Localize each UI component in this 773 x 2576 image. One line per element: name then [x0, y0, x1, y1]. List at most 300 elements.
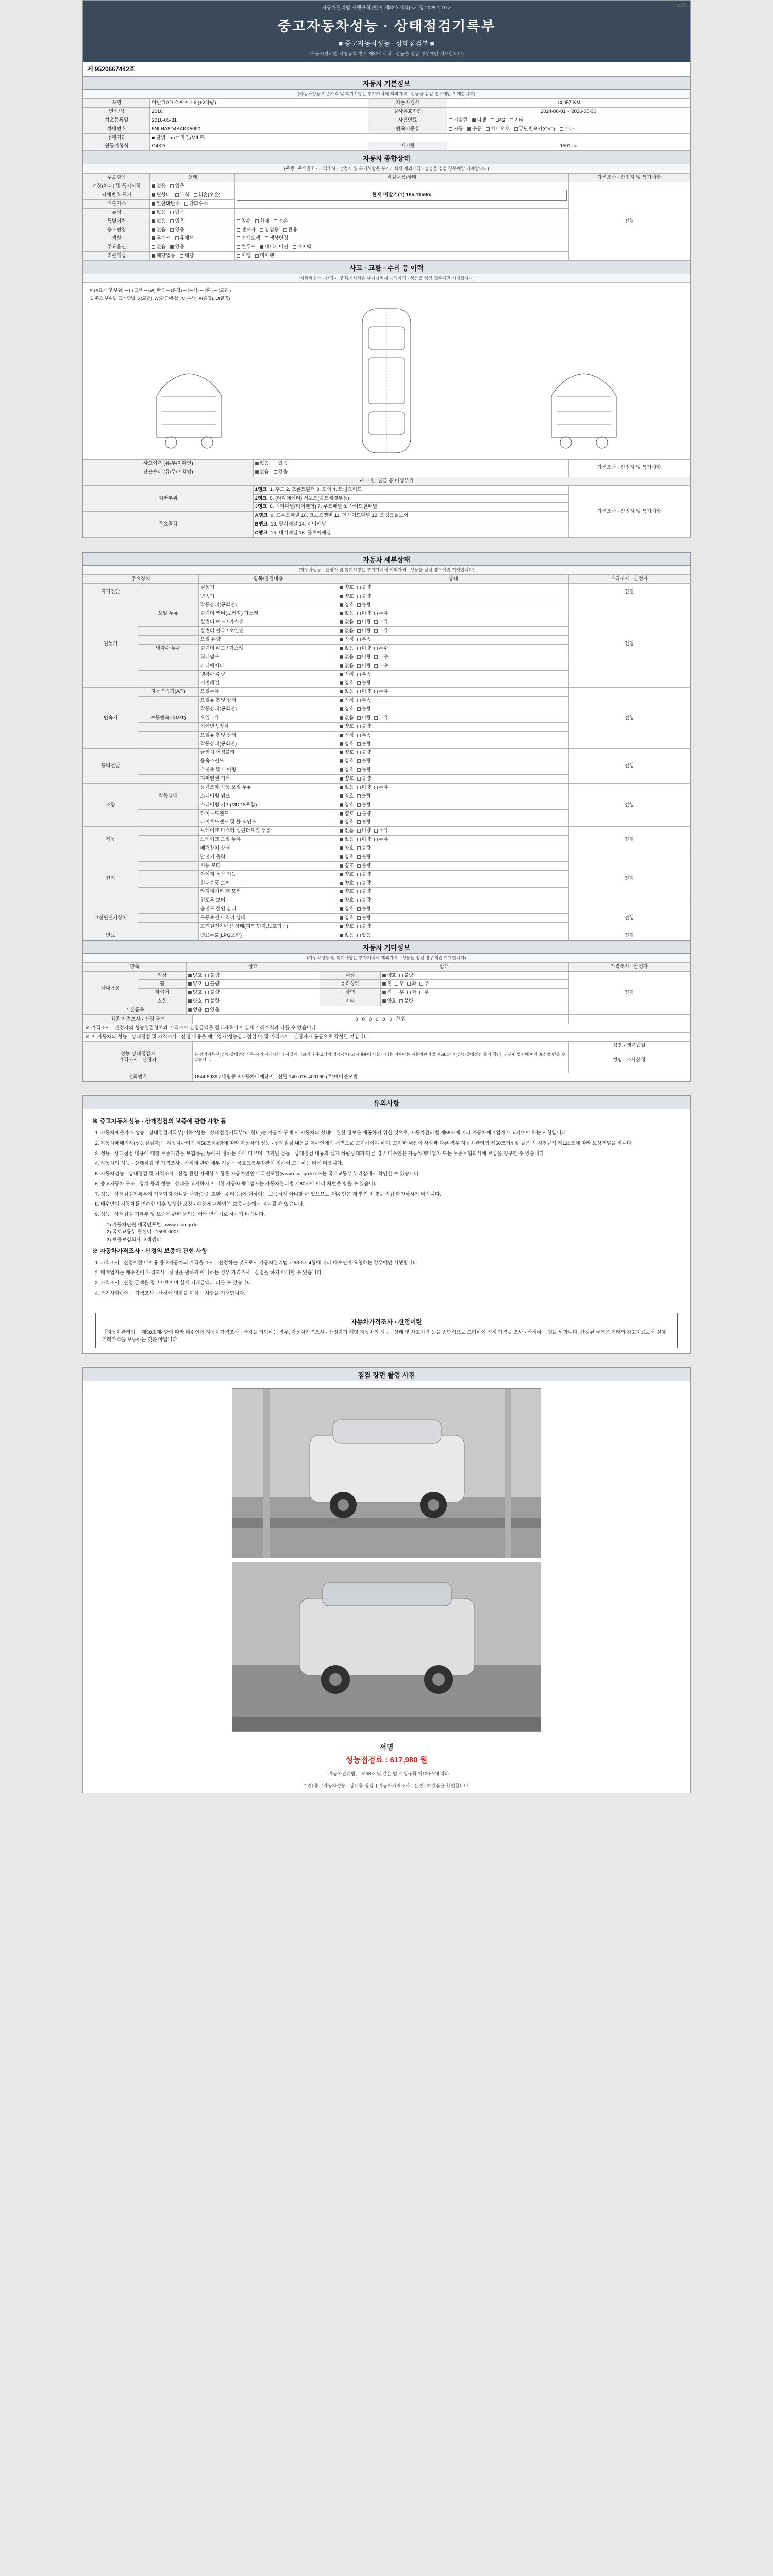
- checkbox-d3-1-0[interactable]: 양호: [340, 758, 354, 765]
- checkbox-d2-1-0[interactable]: 적정: [340, 698, 354, 704]
- detail-group-4: 조향: [83, 783, 138, 826]
- checkbox-d2-1-1[interactable]: 부족: [357, 698, 371, 704]
- value-simple-repair: [253, 468, 568, 477]
- checkbox-d6-5-1[interactable]: 불량: [357, 897, 371, 904]
- checkbox-ov8-0[interactable]: 해당없음: [152, 253, 175, 259]
- detail-item-1-3: 실린더 블록 / 오일팬: [198, 627, 338, 636]
- detail-state-4-1: [338, 792, 568, 801]
- etc-item2-1: 유리상태: [320, 980, 381, 989]
- checkbox-d1-2-0[interactable]: 없음: [340, 619, 354, 625]
- table-row: [83, 107, 690, 116]
- checkbox-d6-3-0[interactable]: 양호: [340, 880, 354, 887]
- checkbox-d5-0-1[interactable]: 미량: [357, 828, 371, 834]
- checkbox-d7-1-1[interactable]: 불량: [357, 915, 371, 921]
- checkbox-d8-0-0[interactable]: 없음: [340, 933, 354, 939]
- checkbox-d2-2-1[interactable]: 불량: [357, 706, 371, 713]
- label-fuel: 사용연료: [368, 116, 447, 125]
- section-etc-title: 자동차 기타정보: [83, 940, 690, 954]
- notice-item-5: 6. 중고자동차 구조 · 장치 등의 성능 · 상태를 고지하지 아니한 자동차매매업자는 자동차관리법 제80조에 따라 처벌을 받을 수 있습니다.: [100, 1181, 681, 1189]
- checkbox-d3-0-0[interactable]: 양호: [340, 750, 354, 756]
- checkbox-acc1-1[interactable]: 있음: [274, 469, 288, 476]
- detail-item-1-1: 실린더 커버(로커암) 가스켓: [198, 609, 338, 618]
- table-row: [83, 601, 690, 609]
- checkbox-d5-1-1[interactable]: 미량: [357, 837, 371, 843]
- checkbox-trans-2[interactable]: 세미오토: [486, 126, 510, 132]
- checkbox-d1-7-0[interactable]: 없음: [340, 663, 354, 669]
- checkbox-fuel-3[interactable]: 기타: [510, 117, 524, 124]
- checkbox-d5-2-1[interactable]: 불량: [357, 845, 371, 852]
- detail-remark-4: 전행: [568, 783, 690, 826]
- checkbox-e1-0[interactable]: 양호: [188, 981, 202, 987]
- checkbox-ov0-1[interactable]: 있음: [170, 183, 184, 190]
- detail-sub-1-8: [138, 670, 198, 679]
- footer-note-2: [1인] 중고자동차성능 · 상태를 점검, [ 자동차가격조사 · 산정 ] 하였음을 확인합니다.: [303, 1783, 470, 1788]
- detail-sub-8-0: [138, 931, 198, 940]
- diagram-legend-2: ※ 주요 부위별 표기방법: X(교환), W(판금/용접), C(부식), A(흠집), U(굴곡): [89, 296, 230, 301]
- notice-subitem-2: 3) 보증보험회사 고객센터: [107, 1237, 161, 1243]
- checkbox-d1-8-1[interactable]: 부족: [357, 672, 371, 678]
- detail-sub-3-3: [138, 775, 198, 784]
- checkbox-d1-4-0[interactable]: 적정: [340, 637, 354, 643]
- detail-remark-7: 전행: [568, 905, 690, 931]
- detail-remark-0: 전행: [568, 583, 690, 601]
- checkbox-d4-0-1[interactable]: 미량: [357, 785, 371, 791]
- section-accident-title: 사고 · 교환 · 수리 등 이력: [83, 261, 690, 274]
- detail-item-6-5: 윈도우 모터: [198, 896, 338, 905]
- row-label-2: 배출가스: [83, 199, 150, 208]
- checkbox-ov8-1[interactable]: 해당: [180, 253, 194, 259]
- detail-sub-1-7: [138, 662, 198, 670]
- detail-sub-0-1: [138, 592, 198, 601]
- label-inspection: 자동차검사: [368, 99, 447, 108]
- checkbox-ov4-0[interactable]: 없음: [152, 218, 165, 225]
- checkbox-ov7-1[interactable]: 있음: [170, 244, 184, 250]
- detail-state-1-8: [338, 670, 568, 679]
- checkbox-ov4s-1[interactable]: 화재: [255, 218, 269, 225]
- checkbox-d6-2-1[interactable]: 불량: [357, 872, 371, 878]
- detail-sub-6-4: [138, 888, 198, 896]
- checkbox-fuel-1[interactable]: 디젤: [472, 117, 486, 124]
- checkbox-d1-8-0[interactable]: 적정: [340, 672, 354, 678]
- detail-state-2-2: [338, 705, 568, 714]
- row-detail-8: [235, 252, 568, 261]
- row-label-5: 용도변경: [83, 226, 150, 234]
- etc-table: [83, 962, 690, 1015]
- label-inspector: 성능·상태점검자 가격조사 · 산정자: [83, 1041, 193, 1073]
- checkbox-d6-3-1[interactable]: 불량: [357, 880, 371, 887]
- table-row: [83, 783, 690, 792]
- label-year: 연식/식: [83, 107, 150, 116]
- checkbox-e22-2[interactable]: 좌: [407, 990, 416, 996]
- diagram-views: [88, 303, 685, 458]
- footer-note-1: 「자동차관리법」 제58조 및 같은 법 시행규칙 제120조에 따라: [324, 1771, 449, 1776]
- label-mileage: 주행거리: [83, 133, 150, 142]
- row-detail-3: [235, 208, 568, 217]
- etc-state-0: [187, 971, 320, 980]
- detail-state-8-0: [338, 931, 568, 940]
- checkbox-ov2-0[interactable]: 일산화탄소: [152, 201, 180, 207]
- value-inspector-box: 본 점검기록부(성능·상태점검기록부)의 기재사항이 사실과 다르거나 주요장치 성능·상태 고지내용이 사실과 다른 경우에는 자동차관리법 제58조의4(성능·상태점검 등의 책임) 및 관련 법령에 따라 보상을 받을 수 있습니다.: [192, 1041, 568, 1073]
- detail-sub-3-0: [138, 749, 198, 757]
- row-state-0: [150, 182, 235, 191]
- checkbox-e3-0[interactable]: 양호: [188, 998, 202, 1005]
- checkbox-ov1-0[interactable]: 원상태: [152, 192, 171, 198]
- detail-item-2-1: 오일유량 및 상태: [198, 697, 338, 705]
- detail-item-8-0: 연료누출(LPG포함): [198, 931, 338, 940]
- checkbox-d3-3-1[interactable]: 불량: [357, 776, 371, 782]
- detail-state-3-1: [338, 757, 568, 766]
- checkbox-d2-4-0[interactable]: 양호: [340, 724, 354, 730]
- checkbox-d1-3-2[interactable]: 누유: [374, 628, 388, 634]
- checkbox-d2-6-1[interactable]: 불량: [357, 741, 371, 748]
- checkbox-e21-2[interactable]: 좌: [407, 981, 416, 987]
- checkbox-d6-0-0[interactable]: 양호: [340, 854, 354, 860]
- detail-state-2-4: [338, 722, 568, 731]
- detail-state-1-7: [338, 662, 568, 670]
- detail-group-8: 연료: [83, 931, 138, 940]
- notice-item-1: 2. 자동차매매업자(성능점검자)는 자동차관리법 제58조제4항에 따라 자동차의 성능 · 상태점검 내용을 매수인에게 서면으로 고지하여야 하며, 고지한 내용이 사실과 다른 경우 자동차관리법 제58조의4 및 같은 법 시행규칙 제120조에 따라 보상책임을 집니다.: [100, 1140, 681, 1148]
- checkbox-d2-6-0[interactable]: 양호: [340, 741, 354, 748]
- etc-item2-3: 기타: [320, 997, 381, 1006]
- row-label-3: 튜닝: [83, 208, 150, 217]
- checkbox-d8-0-1[interactable]: 있음: [357, 933, 371, 939]
- checkbox-ov5-1[interactable]: 있음: [170, 227, 184, 233]
- checkbox-trans-1[interactable]: 수동: [467, 126, 481, 132]
- parts-header: ※ 교환, 판금 등 이상부위: [83, 477, 690, 485]
- overall-table: [83, 173, 690, 261]
- checkbox-d0-0-1[interactable]: 불량: [357, 585, 371, 591]
- detail-item-2-4: 기어변속장치: [198, 722, 338, 731]
- etc-state2-0: [380, 971, 568, 980]
- checkbox-d7-2-0[interactable]: 양호: [340, 924, 354, 930]
- checkbox-d7-0-1[interactable]: 불량: [357, 906, 371, 912]
- checkbox-d4-2-0[interactable]: 양호: [340, 802, 354, 808]
- label-carname: 차명: [83, 99, 150, 108]
- title-block: [83, 13, 690, 62]
- checkbox-trans-0[interactable]: 자동: [449, 126, 463, 132]
- detail-state-table: [83, 574, 690, 940]
- checkbox-ov6-0[interactable]: 무채색: [152, 235, 171, 242]
- detail-sub-1-2: [138, 618, 198, 627]
- checkbox-d1-7-1[interactable]: 미량: [357, 663, 371, 669]
- checkbox-e21-3[interactable]: 우: [419, 981, 429, 987]
- inspection-photo-1: [232, 1388, 541, 1558]
- detail-sub-5-2: [138, 844, 198, 853]
- checkbox-ov7s-1[interactable]: 내비게이션: [260, 244, 288, 250]
- checkbox-e2-0[interactable]: 양호: [188, 990, 202, 996]
- detail-item-5-2: 배력장치 상태: [198, 844, 338, 853]
- checkbox-e22-1[interactable]: 후: [395, 990, 404, 996]
- checkbox-d1-6-2[interactable]: 누수: [374, 654, 388, 660]
- checkbox-e2-1[interactable]: 불량: [205, 990, 219, 996]
- detail-state-4-0: [338, 783, 568, 792]
- detail-state-2-5: [338, 731, 568, 740]
- checkbox-acc1-0[interactable]: 없음: [255, 469, 269, 476]
- checkbox-d3-2-0[interactable]: 양호: [340, 767, 354, 773]
- detail-state-3-2: [338, 766, 568, 775]
- checkbox-d1-0-0[interactable]: 양호: [340, 602, 354, 608]
- section-basic-title: 자동차 기본정보: [83, 76, 690, 90]
- checkbox-e21-1[interactable]: 후: [395, 981, 404, 987]
- value-engine: G4KD: [150, 142, 368, 151]
- checkbox-base-1[interactable]: 있음: [205, 1007, 219, 1013]
- checkbox-ov7-0[interactable]: 없음: [152, 244, 165, 250]
- checkbox-d1-4-1[interactable]: 부족: [357, 637, 371, 643]
- detail-item-1-2: 실린더 헤드 / 가스켓: [198, 618, 338, 627]
- row-label-6: 색상: [83, 234, 150, 243]
- row-label-7: 주요옵션: [83, 243, 150, 252]
- checkbox-ov1-1[interactable]: 부식: [175, 192, 189, 198]
- label-engine: 원동기형식: [83, 142, 150, 151]
- checkbox-d6-2-0[interactable]: 양호: [340, 872, 354, 878]
- detail-item-6-4: 라디에이터 팬 모터: [198, 888, 338, 896]
- checkbox-fuel-0[interactable]: 가솔린: [449, 117, 468, 124]
- checkbox-e23-0[interactable]: 양호: [382, 998, 396, 1005]
- checkbox-trans-4[interactable]: 기타: [560, 126, 574, 132]
- checkbox-ov7s-2[interactable]: 에어백: [293, 244, 312, 250]
- checkbox-d7-0-0[interactable]: 양호: [340, 906, 354, 912]
- checkbox-d0-1-1[interactable]: 불량: [357, 594, 371, 600]
- checkbox-d4-4-0[interactable]: 양호: [340, 819, 354, 825]
- checkbox-ov8s-1[interactable]: 미이행: [255, 253, 274, 259]
- detail-item-4-3: 타이로드엔드: [198, 809, 338, 818]
- checkbox-d0-1-0[interactable]: 양호: [340, 594, 354, 600]
- checkbox-d2-2-0[interactable]: 양호: [340, 706, 354, 713]
- car-damage-diagram: [83, 283, 690, 459]
- checkbox-ov6-1[interactable]: 유채색: [175, 235, 194, 242]
- checkbox-ov5-0[interactable]: 없음: [152, 227, 165, 233]
- label-final-price: 최종 가격조사 · 산정 금액: [83, 1015, 193, 1024]
- checkbox-d1-5-2[interactable]: 누수: [374, 646, 388, 652]
- checkbox-e20-1[interactable]: 불량: [399, 973, 413, 979]
- detail-state-7-2: [338, 922, 568, 931]
- etc-col-state: 상태: [187, 962, 320, 971]
- detail-sub-5-1: [138, 836, 198, 844]
- checkbox-d3-3-0[interactable]: 양호: [340, 776, 354, 782]
- checkbox-d4-0-2[interactable]: 누유: [374, 785, 388, 791]
- checkbox-d6-0-1[interactable]: 불량: [357, 854, 371, 860]
- checkbox-acc0-0[interactable]: 없음: [255, 461, 269, 467]
- checkbox-d4-0-0[interactable]: 없음: [340, 785, 354, 791]
- checkbox-d6-1-1[interactable]: 불량: [357, 863, 371, 869]
- checkbox-d4-1-1[interactable]: 불량: [357, 793, 371, 800]
- basic-info-table: [83, 98, 690, 151]
- detail-item-1-9: 커먼레일: [198, 679, 338, 688]
- checkbox-ov6s-0[interactable]: 전체도색: [237, 235, 260, 242]
- checkbox-d1-7-2[interactable]: 누수: [374, 663, 388, 669]
- detail-item-6-2: 와이퍼 동작 기능: [198, 870, 338, 879]
- detail-sub-1-3: [138, 627, 198, 636]
- etc-item2-0: 내장: [320, 971, 381, 980]
- checkbox-d1-5-0[interactable]: 없음: [340, 646, 354, 652]
- table-row: [83, 116, 690, 125]
- notice2-item-3: 4. 특기사항란에는 가격조사 · 산정에 영향을 미치는 사항을 기재합니다.: [100, 1290, 681, 1298]
- notice-item-3: 4. 자동차의 성능 · 상태점검 및 가격조사 · 산정에 관한 세부 기준은 국토교통부장관이 정하여 고시하는 바에 따릅니다.: [100, 1160, 681, 1168]
- checkbox-d2-4-1[interactable]: 불량: [357, 724, 371, 730]
- detail-group-2: 변속기: [83, 688, 138, 749]
- checkbox-d1-6-0[interactable]: 없음: [340, 654, 354, 660]
- checkbox-ov6s-1[interactable]: 색상변경: [265, 235, 289, 242]
- checkbox-d1-9-1[interactable]: 불량: [357, 680, 371, 686]
- car-number: 제 9520667442호: [83, 62, 690, 76]
- diagram-legend-1: ※ (X표시 및 부위) ─ ( ) 교환 ─ (W) 판금 ─ (용접) ─ (부식) ─ (흠 ) ─ (교환 ): [89, 287, 231, 293]
- checkbox-ov5s-2[interactable]: 관용: [283, 227, 297, 233]
- checkbox-base-0[interactable]: 없음: [188, 1007, 202, 1013]
- checkbox-d5-1-0[interactable]: 없음: [340, 837, 354, 843]
- notice-box-body: 「자동차관리법」 제58조제4항에 따라 매수인이 자동차가격조사 · 산정을 의뢰하는 경우, 자동차가격조사 · 산정자가 해당 자동차의 성능 · 상태 및 사고이력 등을 종합적으로 고려하여 적정 가격을 조사 · 산정하는 것을 말합니다. 산정된 금액은 거래의 참고자료로서 실제 거래가격을 보증하는 것은 아닙니다.: [102, 1329, 666, 1343]
- checkbox-d1-0-1[interactable]: 불량: [357, 602, 371, 608]
- checkbox-d4-3-1[interactable]: 불량: [357, 811, 371, 817]
- checkbox-d1-3-0[interactable]: 없음: [340, 628, 354, 634]
- checkbox-e1-1[interactable]: 불량: [205, 981, 219, 987]
- checkbox-d2-3-2[interactable]: 누유: [374, 715, 388, 721]
- checkbox-d3-1-1[interactable]: 불량: [357, 758, 371, 765]
- checkbox-d5-0-0[interactable]: 없음: [340, 828, 354, 834]
- checkbox-d4-2-1[interactable]: 불량: [357, 802, 371, 808]
- etc-base-label: 기본품목: [83, 1006, 187, 1015]
- checkbox-d5-1-2[interactable]: 누유: [374, 837, 388, 843]
- detail-item-1-6: 워터펌프: [198, 653, 338, 662]
- etc-state-3: [187, 997, 320, 1006]
- checkbox-fuel-2[interactable]: LPG: [491, 117, 505, 124]
- detail-group-1: 원동기: [83, 601, 138, 688]
- value-vin: 5NLHA8D4AAKK5090: [150, 125, 368, 133]
- checkbox-ov5s-0[interactable]: 렌트카: [237, 227, 256, 233]
- table-row: [83, 142, 690, 151]
- checkbox-ov4-1[interactable]: 있음: [170, 218, 184, 225]
- checkbox-ov7s-0[interactable]: 썬루프: [237, 244, 256, 250]
- detail-remark-6: 전행: [568, 853, 690, 905]
- checkbox-d1-2-1[interactable]: 미량: [357, 619, 371, 625]
- checkbox-d6-4-0[interactable]: 양호: [340, 889, 354, 895]
- checkbox-d1-3-1[interactable]: 미량: [357, 628, 371, 634]
- checkbox-d6-5-0[interactable]: 양호: [340, 897, 354, 904]
- checkbox-d2-5-1[interactable]: 부족: [357, 733, 371, 739]
- detail-state-0-0: [338, 583, 568, 592]
- checkbox-d2-0-1[interactable]: 미량: [357, 689, 371, 695]
- detail-state-4-2: [338, 801, 568, 809]
- checkbox-d2-5-0[interactable]: 적정: [340, 733, 354, 739]
- page-1: [82, 0, 691, 538]
- parts-group-frame: 주요골격: [83, 512, 254, 538]
- checkbox-e23-1[interactable]: 불량: [399, 998, 413, 1005]
- checkbox-e22-0[interactable]: 전: [382, 990, 392, 996]
- checkbox-d4-3-0[interactable]: 양호: [340, 811, 354, 817]
- detail-sub-3-1: [138, 757, 198, 766]
- checkbox-d1-1-1[interactable]: 미량: [357, 611, 371, 617]
- row-state-2: [150, 199, 235, 208]
- detail-sub-2-3: 수동변속기(M/T): [138, 714, 198, 722]
- notice-item-7: 8. 매수인이 자동차를 인수한 이후 발생한 고장 · 손상에 대하여는 보증대상에서 제외될 수 있습니다.: [100, 1201, 681, 1209]
- table-row: [83, 931, 690, 940]
- checkbox-d2-3-0[interactable]: 없음: [340, 715, 354, 721]
- checkbox-e3-1[interactable]: 불량: [205, 998, 219, 1005]
- parts-row-4: B랭크 13. 필러패널 14. 리어패널: [253, 520, 568, 529]
- checkbox-ov2-1[interactable]: 탄화수소: [184, 201, 208, 207]
- checkbox-ov3-1[interactable]: 있음: [170, 210, 184, 216]
- checkbox-e0-1[interactable]: 불량: [205, 973, 219, 979]
- detail-item-6-0: 발전기 출력: [198, 853, 338, 861]
- checkbox-d6-1-0[interactable]: 양호: [340, 863, 354, 869]
- row-state-5: [150, 226, 235, 234]
- detail-sub-1-5: 냉각수 누수: [138, 644, 198, 653]
- checkbox-d1-5-1[interactable]: 미량: [357, 646, 371, 652]
- checkbox-acc0-1[interactable]: 있음: [274, 461, 288, 467]
- table-row: [83, 133, 690, 142]
- detail-state-1-4: [338, 636, 568, 645]
- checkbox-d4-4-1[interactable]: 불량: [357, 819, 371, 825]
- detail-group-5: 제동: [83, 827, 138, 853]
- checkbox-d2-0-2[interactable]: 누유: [374, 689, 388, 695]
- parts-row-2: 3랭크 6. 쿼터패널(리어휀더) 7. 루프패널 8. 사이드실패널: [253, 503, 568, 512]
- checkbox-d3-0-1[interactable]: 불량: [357, 750, 371, 756]
- detail-sub-7-0: [138, 905, 198, 914]
- checkbox-d1-2-2[interactable]: 누유: [374, 619, 388, 625]
- checkbox-e0-0[interactable]: 양호: [188, 973, 202, 979]
- checkbox-d5-2-0[interactable]: 양호: [340, 845, 354, 852]
- checkbox-ov1-2[interactable]: 훼손(오손): [194, 192, 221, 198]
- checkbox-d1-1-0[interactable]: 없음: [340, 611, 354, 617]
- checkbox-ov3-0[interactable]: 없음: [152, 210, 165, 216]
- value-valid: 2024-06-01 ~ 2026-05-30: [447, 107, 690, 116]
- etc-base-state: [187, 1006, 568, 1015]
- section-accident-note: (자동차성능 · 산정자 및 특기사항은 부가가치세 제외가격 · 성능을 점검 경우에만 기재합니다): [83, 274, 690, 283]
- checkbox-d6-4-1[interactable]: 불량: [357, 889, 371, 895]
- checkbox-d7-2-1[interactable]: 불량: [357, 924, 371, 930]
- checkbox-d1-6-1[interactable]: 미량: [357, 654, 371, 660]
- detail-item-2-3: 오일누유: [198, 714, 338, 722]
- checkbox-ov4s-0[interactable]: 침수: [237, 218, 250, 225]
- checkbox-d5-0-2[interactable]: 누유: [374, 828, 388, 834]
- etc-col-remark: 가격조사 · 산정자: [568, 962, 690, 971]
- section-detail-note: (자동차성능 · 산정자 및 특기사항은 부가가치세 제외가격 · 성능을 점검 경우에만 기재합니다): [83, 566, 690, 574]
- section-notice-title: 유의사항: [83, 1096, 690, 1109]
- checkbox-e22-3[interactable]: 우: [419, 990, 429, 996]
- checkbox-d2-3-1[interactable]: 미량: [357, 715, 371, 721]
- checkbox-ov5s-1[interactable]: 영업용: [260, 227, 279, 233]
- detail-item-2-2: 작동상태(공회전): [198, 705, 338, 714]
- checkbox-d1-9-0[interactable]: 양호: [340, 680, 354, 686]
- checkbox-ov8s-0[interactable]: 이행: [237, 253, 250, 259]
- checkbox-d0-0-0[interactable]: 양호: [340, 585, 354, 591]
- page-tag-1: (1/4쪽): [673, 3, 687, 8]
- checkbox-e20-0[interactable]: 양호: [382, 973, 396, 979]
- detail-sub-4-4: [138, 818, 198, 827]
- checkbox-d1-1-2[interactable]: 누유: [374, 611, 388, 617]
- detail-sub-2-5: [138, 731, 198, 740]
- checkbox-d7-1-0[interactable]: 양호: [340, 915, 354, 921]
- detail-sub-1-0: [138, 601, 198, 609]
- value-fuel: [447, 116, 690, 125]
- detail-remark-8: 전행: [568, 931, 690, 940]
- detail-state-2-6: [338, 740, 568, 749]
- detail-item-2-0: 오일누유: [198, 688, 338, 697]
- checkbox-trans-3[interactable]: 무단변속기(CVT): [514, 126, 556, 132]
- checkbox-d2-0-0[interactable]: 없음: [340, 689, 354, 695]
- checkbox-d3-2-1[interactable]: 불량: [357, 767, 371, 773]
- row-label-4: 특별이력: [83, 217, 150, 226]
- checkbox-ov0-0[interactable]: 없음: [152, 183, 165, 190]
- detail-item-5-1: 브레이크 오일 누유: [198, 836, 338, 844]
- detail-state-6-0: [338, 853, 568, 861]
- checkbox-e21-0[interactable]: 전: [382, 981, 392, 987]
- inspection-fee: 성능점검료 : 617,980 원: [345, 1756, 428, 1765]
- checkbox-d4-1-0[interactable]: 양호: [340, 793, 354, 800]
- notice-head-2: ※ 자동차가격조사 · 산정의 보증에 관한 사항: [92, 1248, 208, 1255]
- detail-item-7-1: 구동축전지 격리 상태: [198, 914, 338, 923]
- notice-definition-box: [95, 1313, 678, 1349]
- checkbox-ov4s-2[interactable]: 전손: [274, 218, 288, 225]
